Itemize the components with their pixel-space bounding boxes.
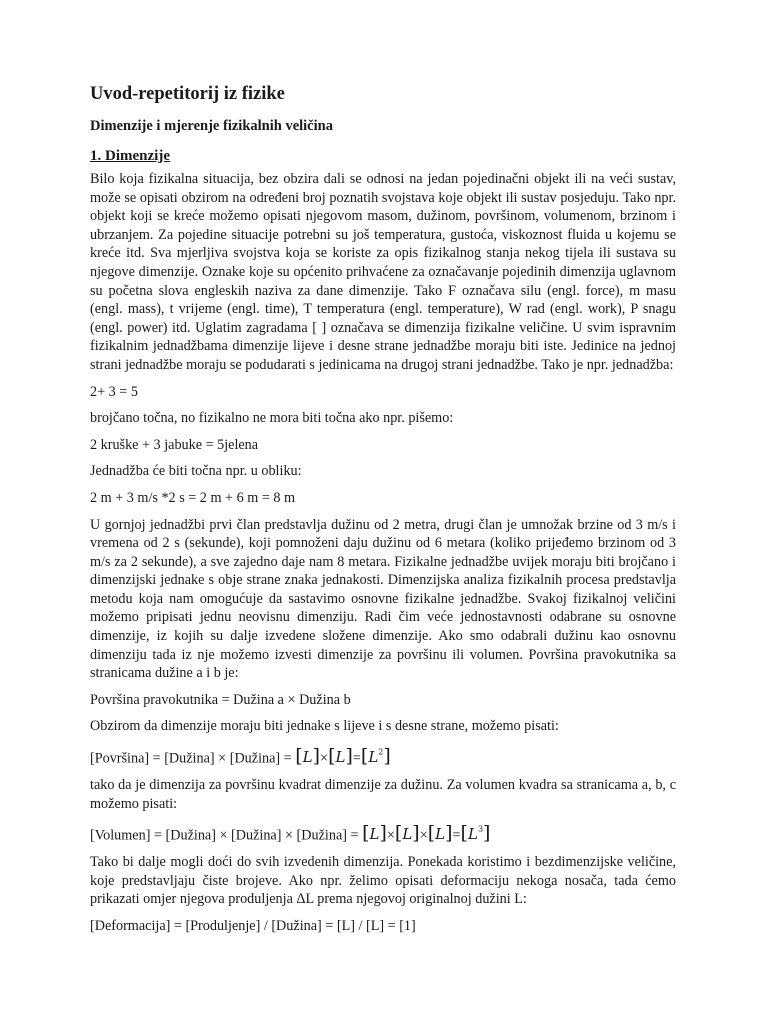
paragraph-dimensionless: Tako bi dalje mogli doći do svih izvedenih dimenzija. Ponekada koristimo i bezdimenzijske veličine, koje predstavljaju čiste brojeve. Ako npr. želimo opisati deformaciju nekoga nosača, tada ćemo prikazati omjer njegova produljenja ΔL prema njegovoj originalnoj dužini L: <box>90 854 676 908</box>
volume-dimension-text: [Volumen] = [Dužina] × [Dužina] × [Dužina] = <box>90 827 359 844</box>
document-page <box>90 82 676 943</box>
equation-area-dimension <box>90 744 676 768</box>
equation-deformation: [Deformacija] = [Produljenje] / [Dužina] = [L] / [L] = [1] <box>90 917 416 934</box>
bracket-L-cubed: $[L^3]$ <box>460 822 491 845</box>
document-title: Uvod-repetitorij iz fizike <box>90 84 285 104</box>
equals-sign: = <box>352 750 361 767</box>
area-dimension-text: [Površina] = [Dužina] × [Dužina] = <box>90 750 292 767</box>
equals-sign: = <box>452 827 461 844</box>
document-subtitle: Dimenzije i mjerenje fizikalnih veličina <box>90 118 333 134</box>
times-sign: × <box>386 827 395 844</box>
paragraph-volume-intro: tako da je dimenzija za površinu kvadrat dimenzije za dužinu. Za volumen kvadra sa stranicama a, b, c možemo pisati: <box>90 776 676 812</box>
paragraph-correct-form: Jednadžba će biti točna npr. u obliku: <box>90 463 302 480</box>
paragraph-intro: Bilo koja fizikalna situacija, bez obzira dali se odnosi na jedan pojedinačni objekt ili na veći sustav, može se opisati obzirom na određeni broj poznatih svojstava koje objekt ili sustav posjeduju. Tako npr. objekt koji se kreće možemo opisati njegovom masom, dužinom, površinom, volumenom, brzinom i ubrzanjem. Za pojedine situacije potrebni su još temperatura, gustoća, viskoznost fluida u kojemu se kreće itd. Sva mjerljiva svojstva koja se koriste za opis fizikalnog stanja nekog tijela ili sustava su njegove dimenzije. Oznake koje su općenito prihvaćene za označavanje pojedinih dimenzija uglavnom su početna slova engleskih naziva za dane dimenzije. Tako F označava silu (engl. force), m masu (engl. mass), t vrijeme (engl. time), T temperatura (engl. temperature), W rad (engl. work), P snagu (engl. power) itd. Uglatim zagradama [ ] označava se dimenzija fizikalne veličine. U svim ispravnim fizikalnim jednadžbama dimenzije lijeve i desne strane jednadžbe moraju biti iste. Jedinice na jednoj strani jednadžbe moraju se podudarati s jedinicama na drugoj strani jednadžbe. Tako je npr. jednadžba: <box>90 171 676 373</box>
section-heading: 1. Dimenzije <box>90 148 170 164</box>
equation-numeric: 2+ 3 = 5 <box>90 383 138 400</box>
paragraph-dimensions-equal: Obzirom da dimenzije moraju biti jednake s lijeve i s desne strane, možemo pisati: <box>90 718 559 735</box>
equation-fruits: 2 kruške + 3 jabuke = 5jelena <box>90 436 259 453</box>
bracket-L-squared: $[L^2]$ <box>360 745 391 768</box>
paragraph-numeric-note: brojčano točna, no fizikalno ne mora biti točna ako npr. pišemo: <box>90 410 454 427</box>
equation-area: Površina pravokutnika = Dužina a × Dužina b <box>90 691 351 708</box>
bracket-L-c: [L] <box>427 822 453 845</box>
equation-volume-dimension <box>90 821 676 845</box>
times-sign: × <box>320 750 329 767</box>
bracket-L-1: [L] <box>295 745 321 768</box>
equation-lengths: 2 m + 3 m/s *2 s = 2 m + 6 m = 8 m <box>90 489 296 506</box>
bracket-L-a: [L] <box>362 822 387 845</box>
bracket-L-2: [L] <box>328 745 353 768</box>
paragraph-explanation: U gornjoj jednadžbi prvi član predstavlja dužinu od 2 metra, drugi član je umnožak brzine od 3 m/s i vremena od 2 s (sekunde), koji pomnoženi daju dužinu od 6 metara (koliko prijeđemo brzinom od 3 m/s za 2 sekunde), a sve zajedno daje nam 8 metara. Fizikalne jednadžbe uvijek moraju biti brojčano i dimenzijski jednake s obje strane znaka jednakosti. Dimenzijska analiza fizikalnih procesa predstavlja metodu koja nam omogućuje da sastavimo osnovne fizikalne jednadžbe. Svakoj fizikalnoj veličini možemo pripisati jednu neovisnu dimenziju. Radi čim veće jednostavnosti odabrane su osnovne dimenzije, iz kojih su dalje izvedene složene dimenzije. Ako smo odabrali dužinu kao osnovnu dimenziju tada iz nje možemo izvesti dimenzije za površinu ili volumen. Površina pravokutnika sa stranicama dužine a i b je: <box>90 516 676 682</box>
times-sign: × <box>419 827 428 844</box>
bracket-L-b: [L] <box>394 822 420 845</box>
